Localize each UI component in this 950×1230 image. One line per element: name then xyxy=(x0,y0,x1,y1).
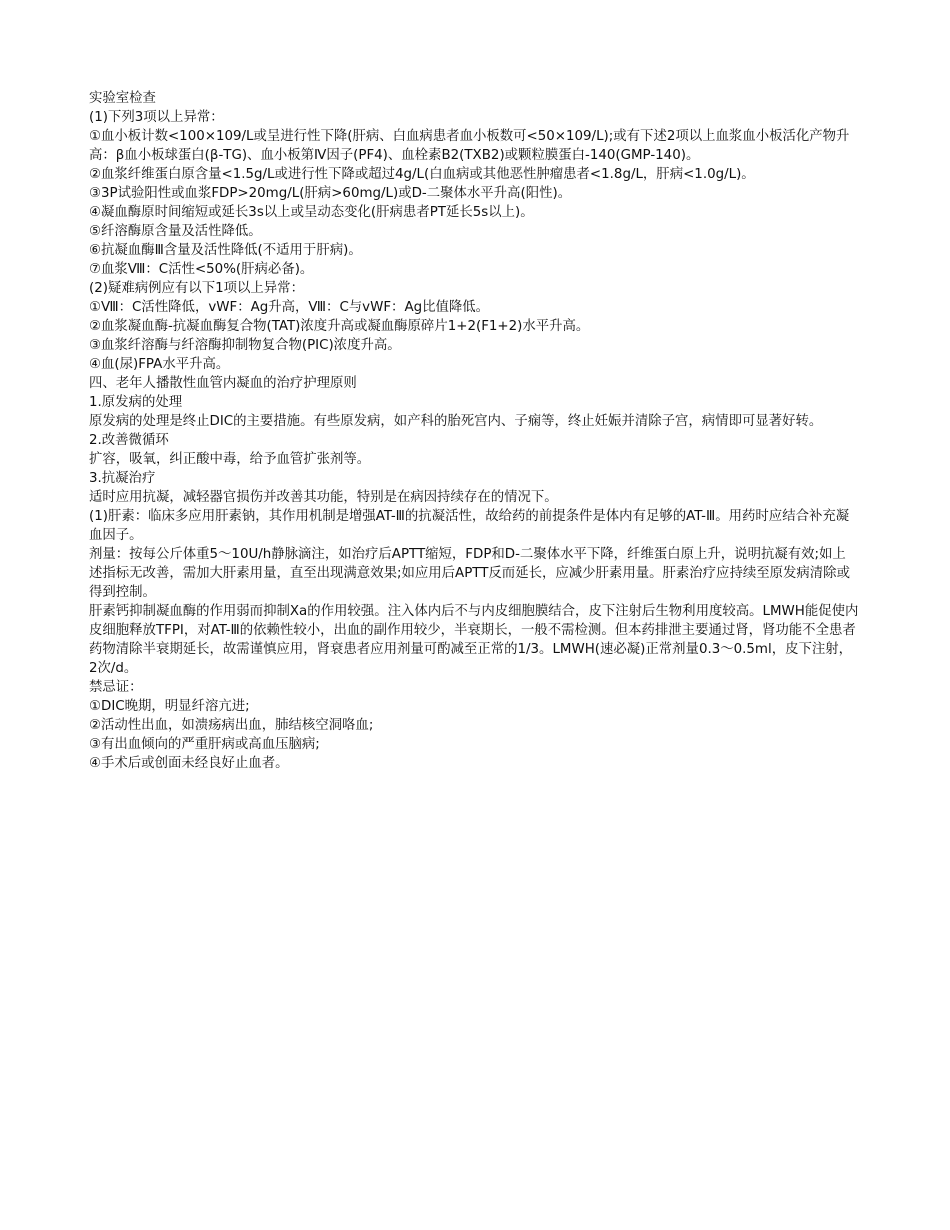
paragraph-anticoagulation: 适时应用抗凝，减轻器官损伤并改善其功能，特别是在病因持续存在的情况下。 xyxy=(89,490,558,505)
criteria-group-1-heading: (1)下列3项以上异常： xyxy=(89,110,224,125)
paragraph-lmwh: 肝素钙抑制凝血酶的作用弱而抑制Ⅹa的作用较强。注入体内后不与内皮细胞膜结合，皮下注射后生物利用度较高。LMWH能促使内皮细胞释放TFPI，对AT-Ⅲ的依赖性较小，出血的副作用较少，半衰期长，一般不需检测。但本药排泄主要通过肾，肾功能不全患者药物清除半衰期延长，故需谨慎应用，肾衰患者应用剂量可酌减至正常的1/3。LMWH(速必凝)正常剂量0.3～0.5ml，皮下注射，2次/d。 xyxy=(89,604,859,676)
criterion-tat: ②血浆凝血酶-抗凝血酶复合物(TAT)浓度升高或凝血酶原碎片1+2(F1+2)水平升高。 xyxy=(89,319,590,334)
criterion-3p-test: ③3P试验阳性或血浆FDP>20mg/L(肝病>60mg/L)或D-二聚体水平升高(阳性)。 xyxy=(89,186,572,201)
paragraph-microcirculation: 扩容，吸氧，纠正酸中毒，给予血管扩张剂等。 xyxy=(89,452,371,467)
contraindication-item: ①DIC晚期，明显纤溶亢进; xyxy=(89,699,250,714)
contraindication-item: ③有出血倾向的严重肝病或高血压脑病; xyxy=(89,737,320,752)
criterion-plasminogen: ⑤纤溶酶原含量及活性降低。 xyxy=(89,224,262,239)
subheading-primary-disease: 1.原发病的处理 xyxy=(89,395,183,410)
criterion-antithrombin: ⑥抗凝血酶Ⅲ含量及活性降低(不适用于肝病)。 xyxy=(89,243,362,258)
section-heading-treatment: 四、老年人播散性血管内凝血的治疗护理原则 xyxy=(89,376,357,391)
paragraph-heparin: (1)肝素：临床多应用肝素钠，其作用机制是增强AT-Ⅲ的抗凝活性，故给药的前提条件是体内有足够的AT-Ⅲ。用药时应结合补充凝血因子。 xyxy=(89,509,850,543)
criterion-vwf: ①Ⅷ：C活性降低，vWF：Ag升高，Ⅷ：C与vWF：Ag比值降低。 xyxy=(89,300,490,315)
criteria-group-2-heading: (2)疑难病例应有以下1项以上异常： xyxy=(89,281,304,296)
paragraph-dosage: 剂量：按每公斤体重5～10U/h静脉滴注，如治疗后APTT缩短，FDP和D-二聚体水平下降，纤维蛋白原上升，说明抗凝有效;如上述指标无改善，需加大肝素用量，直至出现满意效果;如应用后APTT反而延长，应减少肝素用量。肝素治疗应持续至原发病清除或得到控制。 xyxy=(89,547,850,600)
section-heading-lab-tests: 实验室检查 xyxy=(89,91,156,106)
document-body xyxy=(89,89,859,773)
criterion-factor-viii: ⑦血浆Ⅷ：C活性<50%(肝病必备)。 xyxy=(89,262,314,277)
criterion-fibrinogen: ②血浆纤维蛋白原含量<1.5g/L或进行性下降或超过4g/L(白血病或其他恶性肿瘤患者<1.8g/L，肝病<1.0g/L)。 xyxy=(89,167,755,182)
subheading-microcirculation: 2.改善微循环 xyxy=(89,433,169,448)
criterion-prothrombin-time: ④凝血酶原时间缩短或延长3s以上或呈动态变化(肝病患者PT延长5s以上)。 xyxy=(89,205,534,220)
criterion-fpa: ④血(尿)FPA水平升高。 xyxy=(89,357,230,372)
criterion-pic: ③血浆纤溶酶与纤溶酶抑制物复合物(PIC)浓度升高。 xyxy=(89,338,401,353)
contraindication-item: ④手术后或创面未经良好止血者。 xyxy=(89,756,289,771)
contraindications-heading: 禁忌证： xyxy=(89,680,143,695)
contraindication-item: ②活动性出血，如溃疡病出血，肺结核空洞咯血; xyxy=(89,718,374,733)
criterion-platelet: ①血小板计数<100×109/L或呈进行性下降(肝病、白血病患者血小板数可<50×109/L);或有下述2项以上血浆血小板活化产物升高：β血小板球蛋白(β-TG)、血小板第Ⅳ因子(PF4)、血栓素B2(TXB2)或颗粒膜蛋白-140(GMP-140)。 xyxy=(89,129,850,163)
subheading-anticoagulation: 3.抗凝治疗 xyxy=(89,471,156,486)
paragraph-primary-disease: 原发病的处理是终止DIC的主要措施。有些原发病，如产科的胎死宫内、子痫等，终止妊娠并清除子宫，病情即可显著好转。 xyxy=(89,414,823,429)
